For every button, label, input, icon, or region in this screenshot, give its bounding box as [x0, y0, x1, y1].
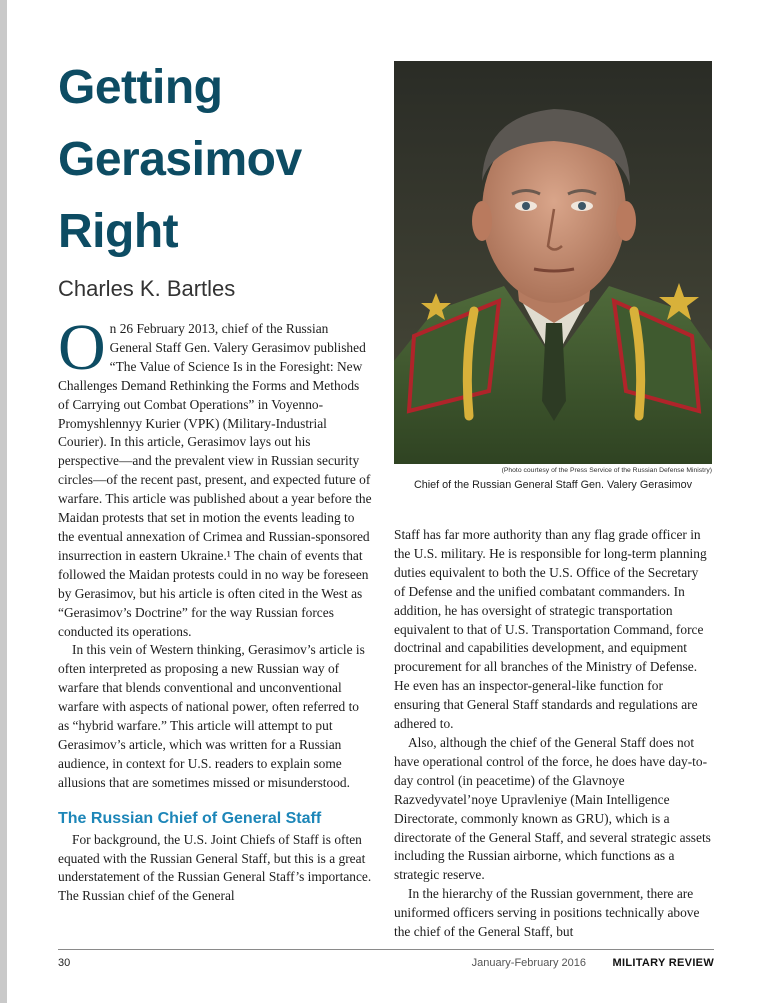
body-paragraph: For background, the U.S. Joint Chiefs of Staff is often equated with the Russian General Staff, but this is a great understatement of the Russian General Staff’s importance. The Russian chief of the General [58, 831, 372, 904]
journal-name: MILITARY REVIEW [612, 957, 714, 969]
title-line: Gerasimov [58, 133, 302, 186]
body-paragraph [58, 311, 372, 641]
paragraph-text: n 26 February 2013, chief of the Russian General Staff Gen. Valery Gerasimov published “The Value of Science Is in the Foresight: New Challenges Demand Rethinking the Forms and Methods of Carrying out Combat Operations” in Voyenno-Promyshlennyy Kurier (VPK) (Military-Industrial Courier). In this article, Gerasimov lays out his perspective—and the prevalent view in Russian security circles—of the recent past, present, and expected future of warfare. This article was published about a year before the Maidan protests that set in motion the events leading to the eventual annexation of Crimea and Russian-sponsored insurrection in eastern Ukraine.¹ The chain of events that followed the Maidan protests could in no way be foreseen by Gerasimov, but his article is often cited in the West as “Gerasimov’s Doctrine” for the way Russian forces conducted its operations. [58, 321, 372, 639]
body-paragraph: Staff has far more authority than any flag grade officer in the U.S. military. He is responsible for long-term planning duties equivalent to both the U.S. Office of the Secretary of Defense and the unified combatant commanders. In addition, he has oversight of strategic transportation equivalent to that of U.S. Transportation Command, force doctrinal and capabilities development, and equipment procurement for all branches of the Ministry of Defense. He even has an inspector-general-like function for ensuring that General Staff standards and regulations are adhered to. [394, 527, 707, 732]
drop-cap: O [58, 311, 106, 384]
portrait-photo [394, 61, 712, 464]
section-heading: The Russian Chief of General Staff [58, 809, 322, 827]
body-paragraph: Also, although the chief of the General Staff does not have operational control of the force, he does have day-to-day control (in peacetime) of the Glavnoye Razvedyvatel’noye Upravleniye (Main Intelligence Directorate, commonly known as GRU), which is a directorate of the General Staff, and several strategic assets including the Russian airborne, which functions as a strategic reserve. [394, 734, 711, 883]
page-number: 30 [58, 957, 71, 969]
body-paragraph: In the hierarchy of the Russian government, there are uniformed officers serving in positions technically above the chief of the General Staff, but [394, 886, 700, 940]
portrait-illustration [394, 61, 712, 464]
body-paragraph: In this vein of Western thinking, Gerasimov’s article is often interpreted as proposing a new Russian way of warfare that blends conventional and unconventional warfare with aspects of national power, often referred to as “hybrid warfare.” This article will attempt to put Gerasimov’s article, which was written for a Russian audience, in context for U.S. readers to explain some allusions that are sometimes missed or misunderstood. [58, 642, 365, 790]
page-edge-bar [0, 0, 7, 1003]
article-title [58, 52, 378, 268]
author-byline: Charles K. Bartles [58, 276, 236, 301]
left-column [58, 311, 372, 906]
footer-divider [58, 949, 714, 950]
issue-date: January-February 2016 [471, 957, 586, 969]
title-line: Getting [58, 61, 223, 114]
photo-caption: Chief of the Russian General Staff Gen. Valery Gerasimov [413, 479, 693, 491]
title-line: Right [58, 205, 179, 258]
right-column [394, 526, 712, 942]
photo-credit: (Photo courtesy of the Press Service of the Russian Defense Ministry) [501, 467, 712, 474]
